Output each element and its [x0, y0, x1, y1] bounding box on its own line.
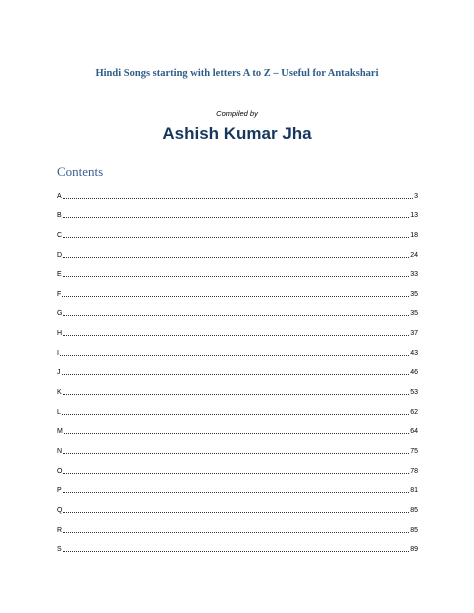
toc-entry[interactable]	[57, 260, 418, 280]
toc-entry-label: Q	[57, 506, 63, 514]
toc-dot-leader	[63, 453, 409, 454]
toc-entry[interactable]	[57, 377, 418, 397]
toc-dot-leader	[63, 315, 409, 316]
toc-dot-leader	[63, 198, 413, 199]
toc-dot-leader	[63, 394, 410, 395]
toc-entry-label: C	[57, 231, 63, 239]
toc-entry-page-number: 53	[410, 389, 418, 397]
toc-entry-page-number: 37	[410, 330, 418, 338]
toc-entry-label: S	[57, 546, 62, 554]
author-name: Ashish Kumar Jha	[162, 124, 312, 143]
toc-entry-label: A	[57, 192, 62, 200]
toc-entry-page-number: 75	[410, 447, 418, 455]
toc-entry-label: H	[57, 330, 63, 338]
toc-entry[interactable]	[57, 495, 418, 515]
toc-entry[interactable]	[57, 535, 418, 555]
toc-entry-label: R	[57, 526, 63, 534]
toc-entry-page-number: 85	[410, 526, 418, 534]
toc-entry[interactable]	[57, 515, 418, 535]
toc-entry-label: K	[57, 389, 62, 397]
toc-dot-leader	[63, 532, 409, 533]
toc-entry-page-number: 24	[410, 251, 418, 259]
toc-entry[interactable]	[57, 476, 418, 496]
toc-entry-page-number: 18	[410, 231, 418, 239]
toc-entry-page-number: 85	[410, 506, 418, 514]
toc-entry-page-number: 13	[410, 212, 418, 220]
toc-entry[interactable]	[57, 240, 418, 260]
toc-entry-label: E	[57, 271, 62, 279]
toc-entry-label: N	[57, 447, 63, 455]
document-title: Hindi Songs starting with letters A to Z – Useful for Antakshari	[95, 68, 379, 79]
contents-heading: Contents	[57, 164, 104, 179]
toc-entry-label: D	[57, 251, 63, 259]
toc-entry-label: B	[57, 212, 62, 220]
toc-entry[interactable]	[57, 456, 418, 476]
toc-entry-page-number: 35	[410, 310, 418, 318]
toc-entry-page-number: 43	[410, 349, 418, 357]
toc-entry-page-number: 3	[414, 192, 418, 200]
toc-dot-leader	[63, 257, 409, 258]
toc-dot-leader	[60, 355, 409, 356]
toc-entry[interactable]	[57, 338, 418, 358]
toc-entry-page-number: 78	[410, 467, 418, 475]
toc-entry-label: P	[57, 487, 62, 495]
toc-entry-page-number: 46	[410, 369, 418, 377]
toc-entry[interactable]	[57, 279, 418, 299]
toc-dot-leader	[63, 335, 409, 336]
toc-entry[interactable]	[57, 318, 418, 338]
toc-dot-leader	[63, 473, 409, 474]
toc-entry-page-number: 81	[410, 487, 418, 495]
toc-dot-leader	[62, 374, 410, 375]
toc-entry[interactable]	[57, 299, 418, 319]
toc-entry-page-number: 62	[410, 408, 418, 416]
toc-entry-page-number: 33	[410, 271, 418, 279]
toc-entry-page-number: 64	[410, 428, 418, 436]
compiled-by-label: Compiled by	[216, 109, 258, 118]
toc-entry[interactable]	[57, 181, 418, 201]
toc-entry-page-number: 35	[410, 290, 418, 298]
toc-entry-label: L	[57, 408, 61, 416]
toc-dot-leader	[63, 276, 410, 277]
toc-dot-leader	[63, 512, 409, 513]
table-of-contents	[57, 181, 418, 554]
toc-dot-leader	[63, 217, 410, 218]
toc-entry[interactable]	[57, 220, 418, 240]
toc-entry[interactable]	[57, 417, 418, 437]
toc-entry-page-number: 89	[410, 546, 418, 554]
toc-dot-leader	[62, 296, 409, 297]
toc-entry-label: G	[57, 310, 63, 318]
toc-entry[interactable]	[57, 397, 418, 417]
toc-dot-leader	[63, 237, 409, 238]
toc-entry-label: J	[57, 369, 61, 377]
toc-entry-label: I	[57, 349, 59, 357]
toc-entry-label: F	[57, 290, 62, 298]
toc-entry-label: O	[57, 467, 63, 475]
toc-entry[interactable]	[57, 436, 418, 456]
toc-dot-leader	[63, 492, 410, 493]
toc-dot-leader	[62, 414, 409, 415]
toc-dot-leader	[64, 433, 409, 434]
toc-entry-label: M	[57, 428, 63, 436]
toc-entry[interactable]	[57, 201, 418, 221]
toc-dot-leader	[63, 551, 410, 552]
toc-entry[interactable]	[57, 358, 418, 378]
